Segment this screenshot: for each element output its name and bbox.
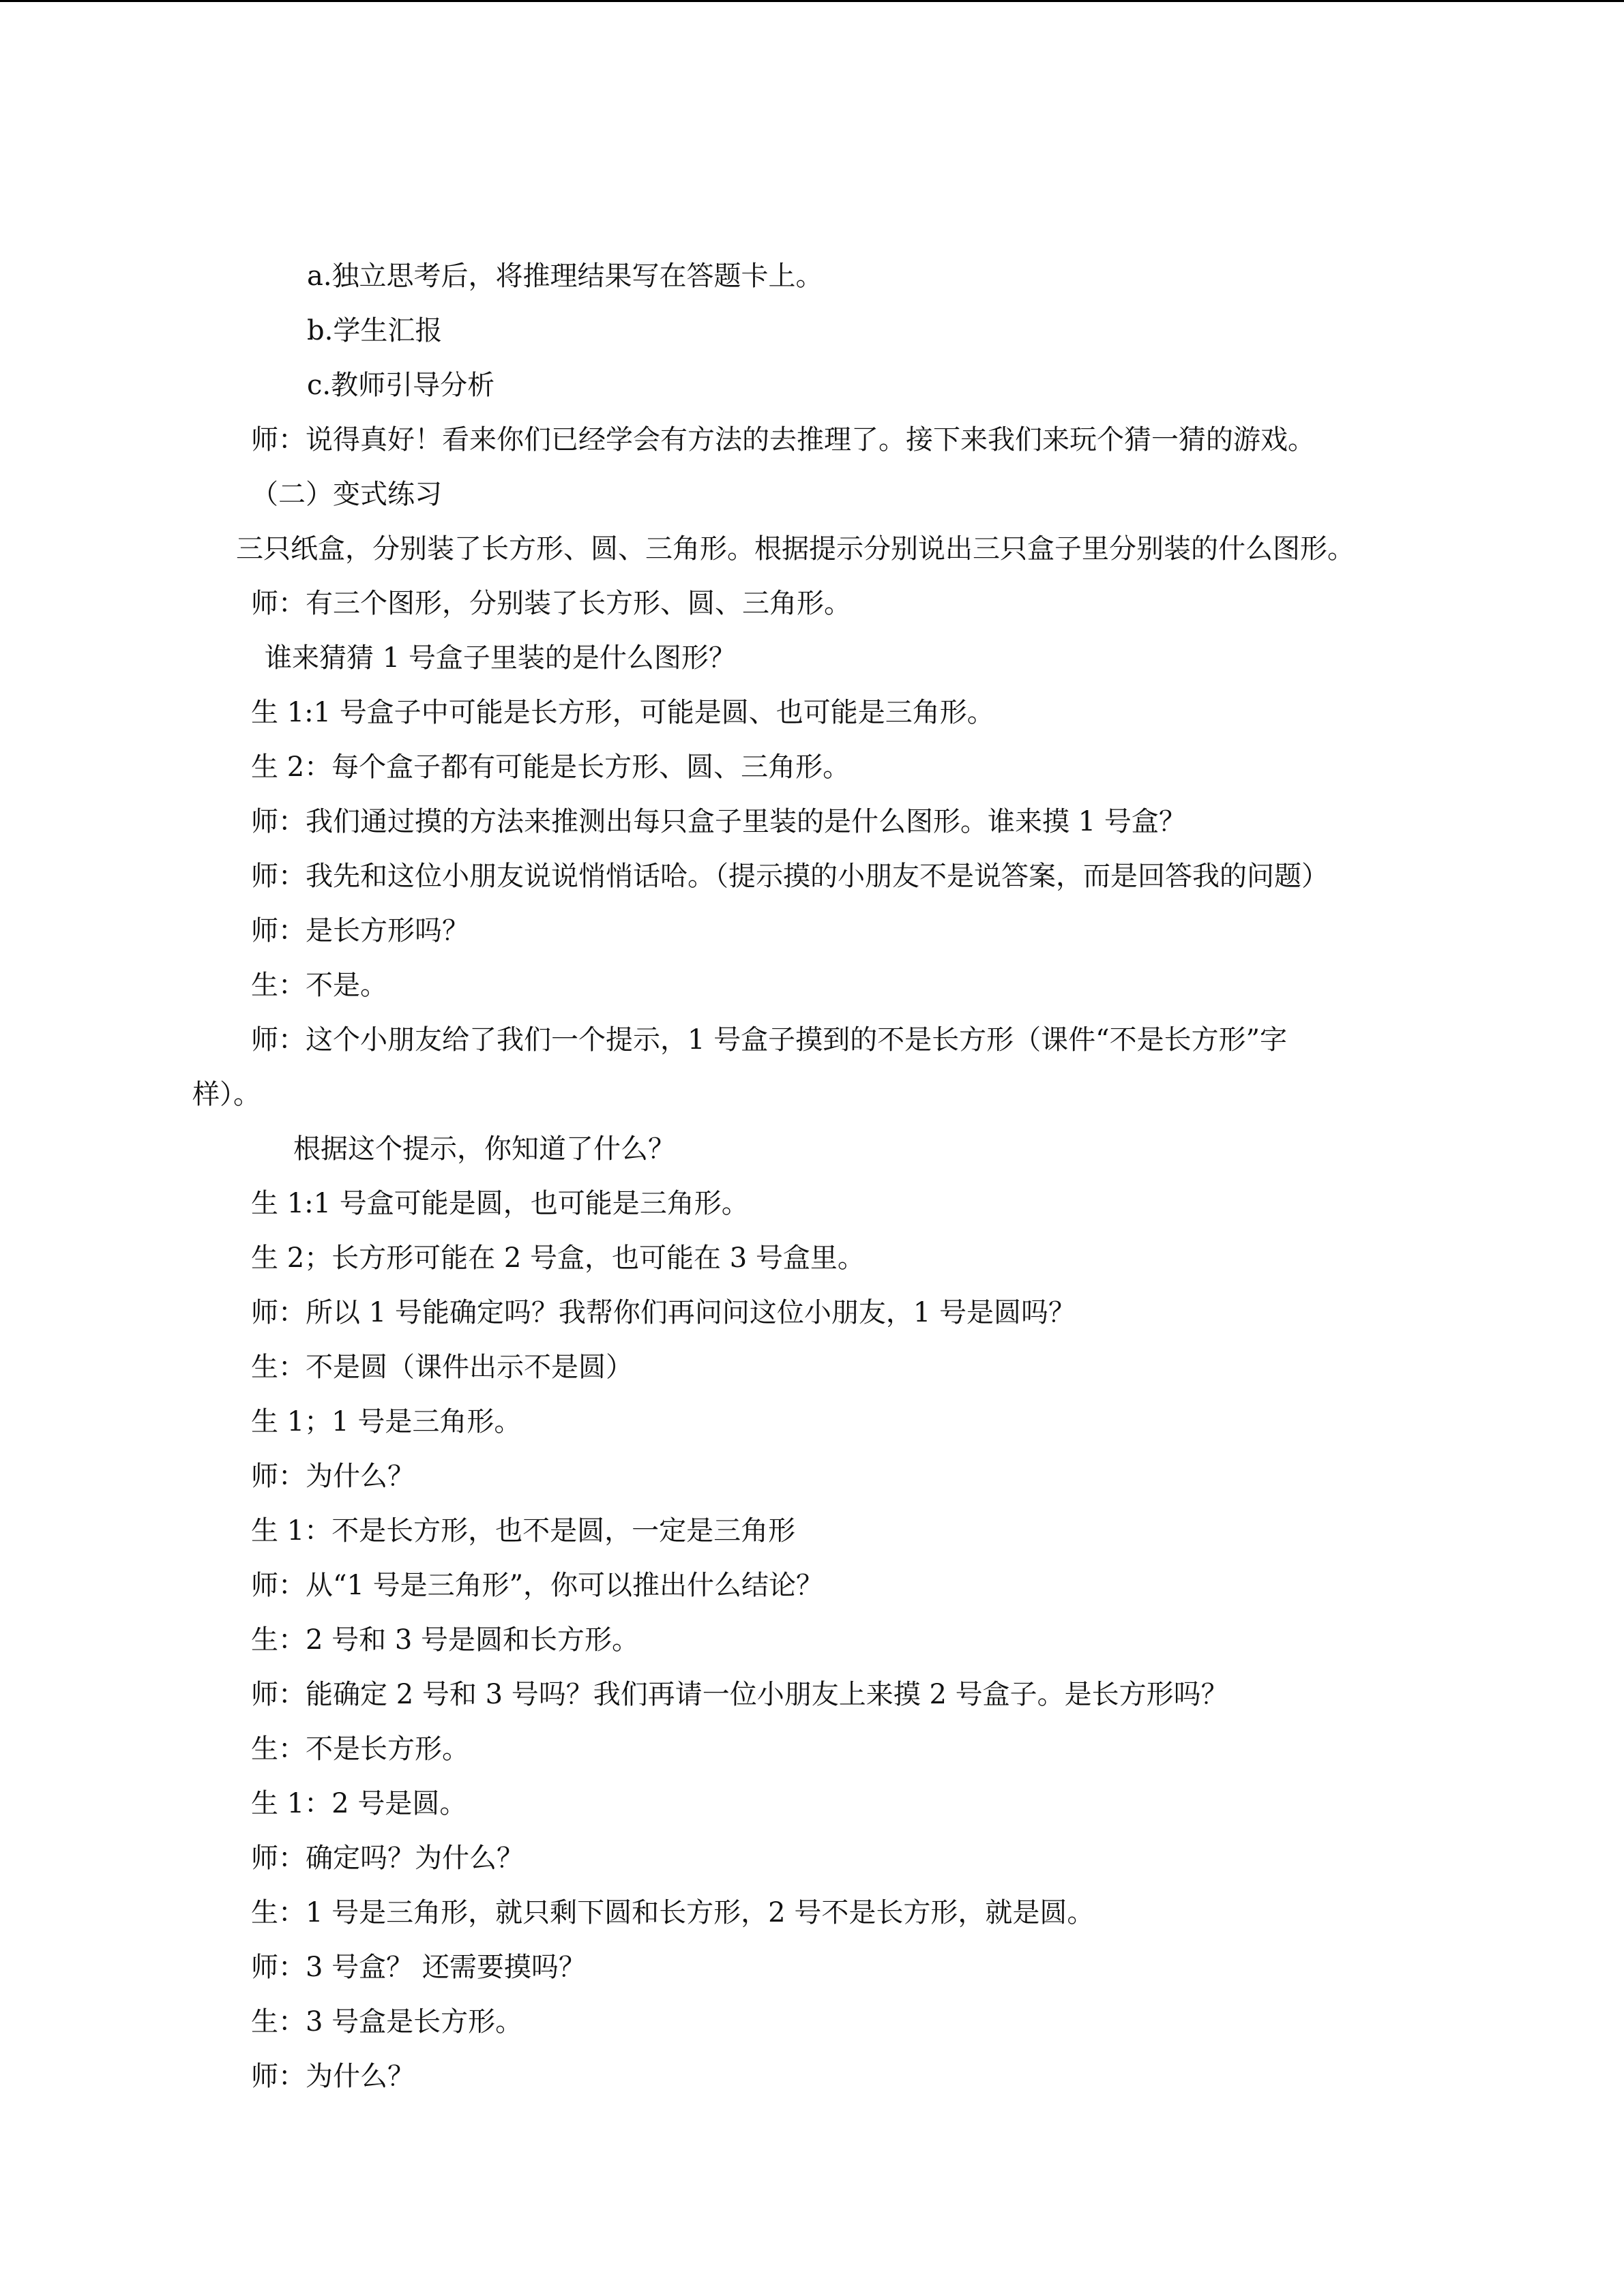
text-line: 生 2；长方形可能在 2 号盒，也可能在 3 号盒里。 (251, 1242, 865, 1274)
text-line: 生：不是。 (251, 970, 387, 1001)
text-line: 师：是长方形吗？ (251, 915, 469, 946)
text-line: 生：3 号盒是长方形。 (251, 2006, 523, 2038)
text-line: 生 1；1 号是三角形。 (251, 1406, 522, 1437)
text-line: 师：我们通过摸的方法来推测出每只盒子里装的是什么图形。谁来摸 1 号盒？ (251, 806, 1186, 837)
text-line: 三只纸盒，分别装了长方形、圆、三角形。根据提示分别说出三只盒子里分别装的什么图形。 (236, 533, 1355, 565)
text-line: 生 1：不是长方形，也不是圆，一定是三角形 (251, 1515, 796, 1547)
text-line: 师：从“1 号是三角形”，你可以推出什么结论？ (251, 1570, 824, 1601)
text-line: c.教师引导分析 (307, 370, 495, 401)
text-line: 谁来猜猜 1 号盒子里装的是什么图形？ (265, 642, 736, 674)
text-line: a.独立思考后，将推理结果写在答题卡上。 (307, 260, 823, 292)
text-line: b.学生汇报 (307, 315, 443, 346)
text-line: 师：为什么？ (251, 2061, 415, 2092)
text-line: 师：有三个图形，分别装了长方形、圆、三角形。 (251, 588, 851, 619)
text-line: 师：这个小朋友给了我们一个提示，1 号盒子摸到的不是长方形（课件“不是长方形”字 (251, 1024, 1288, 1056)
text-line: 师：为什么？ (251, 1461, 415, 1492)
text-line: 生 1：2 号是圆。 (251, 1788, 467, 1819)
text-line: 生：2 号和 3 号是圆和长方形。 (251, 1624, 640, 1656)
text-line: 生：1 号是三角形，就只剩下圆和长方形，2 号不是长方形，就是圆。 (251, 1897, 1095, 1928)
text-line: 师：3 号盒？ 还需要摸吗？ (251, 1952, 586, 1983)
text-line: 生 1:1 号盒子中可能是长方形，可能是圆、也可能是三角形。 (251, 697, 994, 728)
text-line: 生：不是圆（课件出示不是圆） (251, 1352, 633, 1383)
section-heading: （二）变式练习 (251, 479, 442, 510)
text-line: 师：我先和这位小朋友说说悄悄话哈。（提示摸的小朋友不是说答案，而是回答我的问题） (251, 861, 1329, 892)
text-line: 根据这个提示，你知道了什么？ (293, 1133, 675, 1165)
text-line: 样）。 (192, 1079, 261, 1110)
text-line: 师：所以 1 号能确定吗？我帮你们再问问这位小朋友，1 号是圆吗？ (251, 1297, 1076, 1328)
text-line: 师：能确定 2 号和 3 号吗？我们再请一位小朋友上来摸 2 号盒子。是长方形吗？ (251, 1679, 1228, 1710)
text-line: 师：确定吗？为什么？ (251, 1843, 524, 1874)
text-line: 师：说得真好！看来你们已经学会有方法的去推理了。接下来我们来玩个猜一猜的游戏。 (251, 424, 1315, 456)
text-line: 生：不是长方形。 (251, 1733, 469, 1765)
text-line: 生 1:1 号盒可能是圆，也可能是三角形。 (251, 1188, 749, 1219)
text-line: 生 2：每个盒子都有可能是长方形、圆、三角形。 (251, 751, 851, 783)
